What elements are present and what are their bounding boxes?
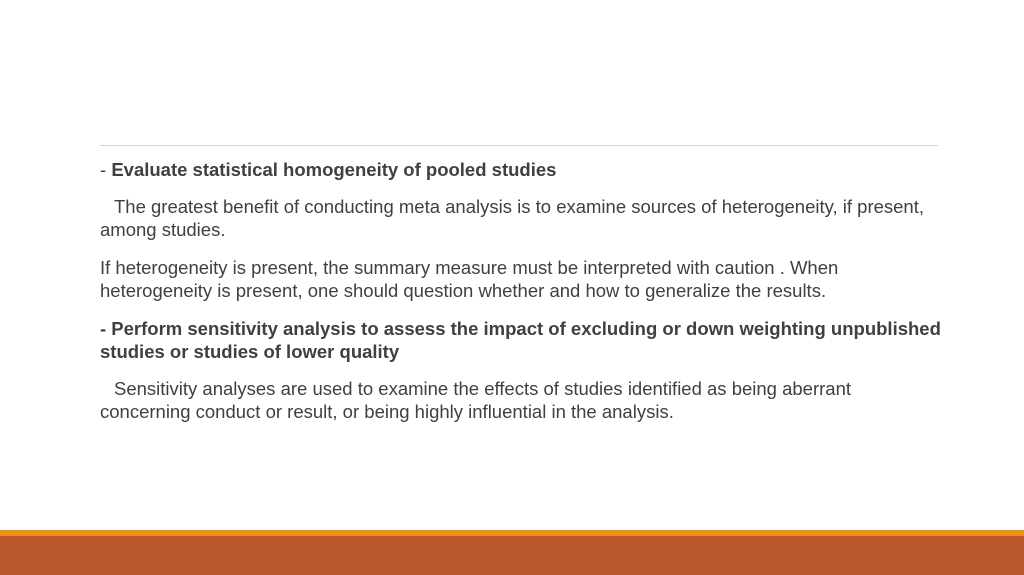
paragraph-sensitivity [100,377,945,423]
slide-body [100,158,945,438]
title-divider [100,145,938,146]
heading-homogeneity [100,158,945,181]
footer-bar [0,536,1024,575]
paragraph-heterogeneity-benefit [100,195,945,241]
paragraph-heterogeneity-caution: If heterogeneity is present, the summary measure must be interpreted with caution . When heterogeneity is present, one should question whether and how to generalize the results. [100,257,839,301]
heading-sensitivity-analysis: - Perform sensitivity analysis to assess the impact of excluding or down weighting unpublished studies or studies of lower quality [100,318,941,362]
paragraph-heterogeneity-benefit-text: The greatest benefit of conducting meta analysis is to examine sources of heterogeneity, if present, among studies. [100,196,924,240]
paragraph-sensitivity-text: Sensitivity analyses are used to examine the effects of studies identified as being aberrant concerning conduct or result, or being highly influential in the analysis. [100,378,852,422]
heading-homogeneity-text: Evaluate statistical homogeneity of pooled studies [111,159,557,180]
heading-dash: - [100,159,112,180]
